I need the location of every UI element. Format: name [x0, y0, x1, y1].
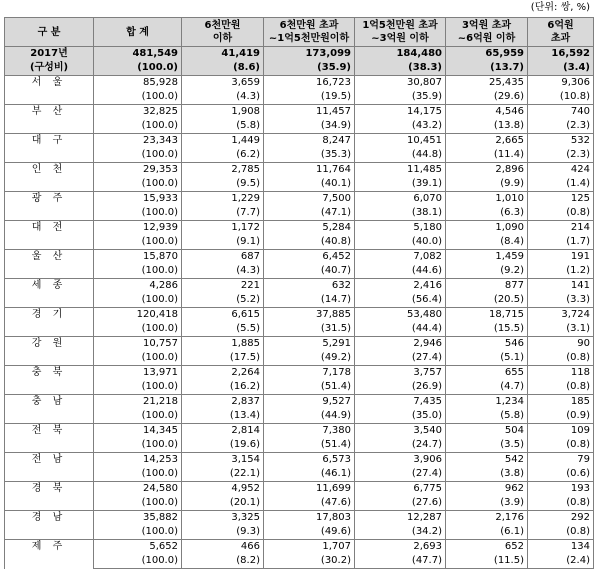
share-cell: (5.1)	[446, 351, 528, 366]
share-cell: (35.0)	[355, 409, 446, 424]
count-cell: 23,343	[94, 134, 182, 149]
count-cell: 2,665	[446, 134, 528, 149]
count-cell: 4,952	[182, 482, 264, 497]
share-cell: (100.0)	[94, 61, 182, 76]
share-cell: (27.4)	[355, 467, 446, 482]
share-cell: (100.0)	[94, 496, 182, 511]
region-name: 서 울	[5, 76, 94, 105]
table-row-share	[5, 293, 594, 308]
count-cell: 740	[528, 105, 594, 120]
region-name: 전 북	[5, 424, 94, 453]
share-cell: (16.2)	[182, 380, 264, 395]
table-row	[5, 424, 594, 439]
count-cell: 2,176	[446, 511, 528, 526]
region-name: 경 남	[5, 511, 94, 540]
share-cell: (49.6)	[264, 525, 355, 540]
share-cell: (24.7)	[355, 438, 446, 453]
share-cell: (47.6)	[264, 496, 355, 511]
share-cell: (9.9)	[446, 177, 528, 192]
share-cell: (7.7)	[182, 206, 264, 221]
count-cell: 6,573	[264, 453, 355, 468]
count-cell: 14,345	[94, 424, 182, 439]
share-cell: (20.5)	[446, 293, 528, 308]
header-150m-300m: 1억5천만원 초과 ~3억원 이하	[355, 18, 446, 47]
region-name: 충 남	[5, 395, 94, 424]
share-cell: (40.1)	[264, 177, 355, 192]
share-cell: (6.2)	[182, 148, 264, 163]
count-cell: 5,652	[94, 540, 182, 555]
share-cell: (3.1)	[528, 322, 594, 337]
count-cell: 2,814	[182, 424, 264, 439]
region-name: 제 주	[5, 540, 94, 569]
table-row-share	[5, 380, 594, 395]
count-cell: 4,286	[94, 279, 182, 294]
count-cell: 134	[528, 540, 594, 555]
count-cell: 6,615	[182, 308, 264, 323]
share-cell: (100.0)	[94, 525, 182, 540]
count-cell: 65,959	[446, 47, 528, 62]
count-cell: 3,659	[182, 76, 264, 91]
share-cell: (100.0)	[94, 467, 182, 482]
share-cell: (3.4)	[528, 61, 594, 76]
region-name: 경 북	[5, 482, 94, 511]
count-cell: 1,234	[446, 395, 528, 410]
share-cell: (39.1)	[355, 177, 446, 192]
share-cell: (14.7)	[264, 293, 355, 308]
table-row	[5, 482, 594, 497]
share-cell: (4.3)	[182, 90, 264, 105]
table-row	[5, 511, 594, 526]
count-cell: 14,253	[94, 453, 182, 468]
count-cell: 17,803	[264, 511, 355, 526]
table-row-share	[5, 554, 594, 569]
share-cell: (35.9)	[264, 61, 355, 76]
count-cell: 1,908	[182, 105, 264, 120]
share-cell: (4.3)	[182, 264, 264, 279]
region-name: 전 남	[5, 453, 94, 482]
count-cell: 118	[528, 366, 594, 381]
count-cell: 109	[528, 424, 594, 439]
count-cell: 481,549	[94, 47, 182, 62]
table-row-share	[5, 409, 594, 424]
table-row-share	[5, 119, 594, 134]
share-cell: (26.9)	[355, 380, 446, 395]
count-cell: 191	[528, 250, 594, 265]
share-cell: (40.8)	[264, 235, 355, 250]
count-cell: 11,485	[355, 163, 446, 178]
count-cell: 652	[446, 540, 528, 555]
table-row-share	[5, 322, 594, 337]
count-cell: 962	[446, 482, 528, 497]
share-cell: (10.8)	[528, 90, 594, 105]
share-cell: (100.0)	[94, 206, 182, 221]
share-cell: (44.4)	[355, 322, 446, 337]
share-cell: (44.6)	[355, 264, 446, 279]
share-cell: (11.4)	[446, 148, 528, 163]
count-cell: 655	[446, 366, 528, 381]
share-cell: (0.8)	[528, 206, 594, 221]
share-cell: (8.4)	[446, 235, 528, 250]
share-cell: (100.0)	[94, 554, 182, 569]
share-cell: (13.7)	[446, 61, 528, 76]
share-cell: (44.8)	[355, 148, 446, 163]
count-cell: 292	[528, 511, 594, 526]
share-cell: (100.0)	[94, 380, 182, 395]
share-cell: (100.0)	[94, 235, 182, 250]
count-cell: 632	[264, 279, 355, 294]
table-row	[5, 395, 594, 410]
share-cell: (31.5)	[264, 322, 355, 337]
share-cell: (51.4)	[264, 380, 355, 395]
share-cell: (5.2)	[182, 293, 264, 308]
table-row	[5, 221, 594, 236]
count-cell: 7,082	[355, 250, 446, 265]
count-cell: 2,837	[182, 395, 264, 410]
share-cell: (9.2)	[446, 264, 528, 279]
count-cell: 2,264	[182, 366, 264, 381]
table-row-share	[5, 148, 594, 163]
share-cell: (100.0)	[94, 409, 182, 424]
count-cell: 21,218	[94, 395, 182, 410]
share-cell: (56.4)	[355, 293, 446, 308]
share-cell: (1.7)	[528, 235, 594, 250]
share-cell: (100.0)	[94, 90, 182, 105]
share-cell: (4.7)	[446, 380, 528, 395]
share-cell: (27.4)	[355, 351, 446, 366]
count-cell: 12,287	[355, 511, 446, 526]
count-cell: 214	[528, 221, 594, 236]
table-row	[5, 163, 594, 178]
count-cell: 13,971	[94, 366, 182, 381]
count-cell: 25,435	[446, 76, 528, 91]
share-cell: (2.3)	[528, 148, 594, 163]
count-cell: 11,457	[264, 105, 355, 120]
share-cell: (3.9)	[446, 496, 528, 511]
share-cell: (2.3)	[528, 119, 594, 134]
share-cell: (49.2)	[264, 351, 355, 366]
count-cell: 7,380	[264, 424, 355, 439]
table-row-share	[5, 525, 594, 540]
count-cell: 3,540	[355, 424, 446, 439]
table-row-share	[5, 264, 594, 279]
share-cell: (1.2)	[528, 264, 594, 279]
share-cell: (100.0)	[94, 322, 182, 337]
share-cell: (100.0)	[94, 293, 182, 308]
header-under-60m: 6천만원 이하	[182, 18, 264, 47]
header-category: 구 분	[5, 18, 94, 47]
count-cell: 85,928	[94, 76, 182, 91]
count-cell: 29,353	[94, 163, 182, 178]
share-cell: (0.8)	[528, 351, 594, 366]
table-row	[5, 540, 594, 555]
table-row-share	[5, 61, 594, 76]
count-cell: 41,419	[182, 47, 264, 62]
housing-price-table	[4, 17, 594, 569]
count-cell: 542	[446, 453, 528, 468]
region-name: 인 천	[5, 163, 94, 192]
count-cell: 504	[446, 424, 528, 439]
count-cell: 30,807	[355, 76, 446, 91]
share-cell: (5.5)	[182, 322, 264, 337]
region-name: 부 산	[5, 105, 94, 134]
share-cell: (2.4)	[528, 554, 594, 569]
share-cell: (15.5)	[446, 322, 528, 337]
count-cell: 10,757	[94, 337, 182, 352]
count-cell: 546	[446, 337, 528, 352]
table-row	[5, 453, 594, 468]
header-60m-150m: 6천만원 초과 ~1억5천만원이하	[264, 18, 355, 47]
count-cell: 1,885	[182, 337, 264, 352]
share-cell: (17.5)	[182, 351, 264, 366]
share-cell: (9.1)	[182, 235, 264, 250]
share-cell: (19.6)	[182, 438, 264, 453]
table-header	[5, 18, 594, 47]
count-cell: 184,480	[355, 47, 446, 62]
count-cell: 141	[528, 279, 594, 294]
share-cell: (47.1)	[264, 206, 355, 221]
count-cell: 16,723	[264, 76, 355, 91]
count-cell: 5,180	[355, 221, 446, 236]
count-cell: 6,070	[355, 192, 446, 207]
share-cell: (30.2)	[264, 554, 355, 569]
share-cell: (3.8)	[446, 467, 528, 482]
region-name: 2017년	[5, 47, 94, 62]
share-cell: (1.4)	[528, 177, 594, 192]
count-cell: 2,896	[446, 163, 528, 178]
count-cell: 2,416	[355, 279, 446, 294]
count-cell: 125	[528, 192, 594, 207]
count-cell: 1,172	[182, 221, 264, 236]
table-row-share	[5, 206, 594, 221]
share-cell: (9.5)	[182, 177, 264, 192]
count-cell: 79	[528, 453, 594, 468]
count-cell: 15,870	[94, 250, 182, 265]
table-row	[5, 192, 594, 207]
count-cell: 5,284	[264, 221, 355, 236]
share-cell: (38.1)	[355, 206, 446, 221]
count-cell: 3,724	[528, 308, 594, 323]
table-row-share	[5, 351, 594, 366]
region-name-sub: (구성비)	[5, 61, 94, 76]
share-cell: (6.1)	[446, 525, 528, 540]
region-name: 울 산	[5, 250, 94, 279]
share-cell: (35.3)	[264, 148, 355, 163]
share-cell: (100.0)	[94, 177, 182, 192]
share-cell: (0.9)	[528, 409, 594, 424]
share-cell: (0.8)	[528, 438, 594, 453]
count-cell: 1,707	[264, 540, 355, 555]
count-cell: 4,546	[446, 105, 528, 120]
count-cell: 1,090	[446, 221, 528, 236]
count-cell: 1,449	[182, 134, 264, 149]
count-cell: 1,010	[446, 192, 528, 207]
count-cell: 2,785	[182, 163, 264, 178]
count-cell: 14,175	[355, 105, 446, 120]
count-cell: 90	[528, 337, 594, 352]
region-name: 강 원	[5, 337, 94, 366]
count-cell: 9,306	[528, 76, 594, 91]
header-300m-600m: 3억원 초과 ~6억원 이하	[446, 18, 528, 47]
share-cell: (100.0)	[94, 264, 182, 279]
count-cell: 5,291	[264, 337, 355, 352]
unit-label: (단위: 쌍, %)	[530, 2, 590, 13]
share-cell: (44.9)	[264, 409, 355, 424]
share-cell: (40.0)	[355, 235, 446, 250]
count-cell: 32,825	[94, 105, 182, 120]
count-cell: 7,435	[355, 395, 446, 410]
count-cell: 6,775	[355, 482, 446, 497]
count-cell: 877	[446, 279, 528, 294]
count-cell: 16,592	[528, 47, 594, 62]
table-row	[5, 134, 594, 149]
share-cell: (51.4)	[264, 438, 355, 453]
share-cell: (29.6)	[446, 90, 528, 105]
share-cell: (47.7)	[355, 554, 446, 569]
region-name: 세 종	[5, 279, 94, 308]
count-cell: 11,764	[264, 163, 355, 178]
table-row-share	[5, 235, 594, 250]
table-row	[5, 250, 594, 265]
share-cell: (9.3)	[182, 525, 264, 540]
count-cell: 6,452	[264, 250, 355, 265]
table-row	[5, 279, 594, 294]
share-cell: (8.6)	[182, 61, 264, 76]
count-cell: 120,418	[94, 308, 182, 323]
count-cell: 3,154	[182, 453, 264, 468]
share-cell: (19.5)	[264, 90, 355, 105]
region-name: 경 기	[5, 308, 94, 337]
share-cell: (100.0)	[94, 351, 182, 366]
count-cell: 53,480	[355, 308, 446, 323]
share-cell: (0.6)	[528, 467, 594, 482]
share-cell: (100.0)	[94, 119, 182, 134]
share-cell: (5.8)	[446, 409, 528, 424]
share-cell: (0.8)	[528, 525, 594, 540]
count-cell: 2,946	[355, 337, 446, 352]
share-cell: (3.5)	[446, 438, 528, 453]
table-row	[5, 366, 594, 381]
count-cell: 221	[182, 279, 264, 294]
count-cell: 24,580	[94, 482, 182, 497]
region-name: 광 주	[5, 192, 94, 221]
share-cell: (0.8)	[528, 380, 594, 395]
table-row-share	[5, 467, 594, 482]
table-row-share	[5, 90, 594, 105]
count-cell: 37,885	[264, 308, 355, 323]
count-cell: 3,906	[355, 453, 446, 468]
share-cell: (34.9)	[264, 119, 355, 134]
count-cell: 3,325	[182, 511, 264, 526]
count-cell: 15,933	[94, 192, 182, 207]
count-cell: 18,715	[446, 308, 528, 323]
count-cell: 532	[528, 134, 594, 149]
count-cell: 424	[528, 163, 594, 178]
count-cell: 8,247	[264, 134, 355, 149]
share-cell: (13.8)	[446, 119, 528, 134]
table-row-share	[5, 496, 594, 511]
header-total: 합 계	[94, 18, 182, 47]
table-row-share	[5, 177, 594, 192]
share-cell: (43.2)	[355, 119, 446, 134]
share-cell: (0.8)	[528, 496, 594, 511]
share-cell: (11.5)	[446, 554, 528, 569]
region-name: 대 전	[5, 221, 94, 250]
count-cell: 9,527	[264, 395, 355, 410]
count-cell: 1,459	[446, 250, 528, 265]
table-row	[5, 337, 594, 352]
share-cell: (22.1)	[182, 467, 264, 482]
region-name: 대 구	[5, 134, 94, 163]
share-cell: (35.9)	[355, 90, 446, 105]
count-cell: 7,500	[264, 192, 355, 207]
table-row	[5, 105, 594, 120]
count-cell: 687	[182, 250, 264, 265]
count-cell: 12,939	[94, 221, 182, 236]
count-cell: 7,178	[264, 366, 355, 381]
table-row-share	[5, 438, 594, 453]
table-row	[5, 308, 594, 323]
share-cell: (27.6)	[355, 496, 446, 511]
count-cell: 3,757	[355, 366, 446, 381]
count-cell: 35,882	[94, 511, 182, 526]
share-cell: (100.0)	[94, 438, 182, 453]
table-row	[5, 76, 594, 91]
share-cell: (46.1)	[264, 467, 355, 482]
region-name: 충 북	[5, 366, 94, 395]
count-cell: 1,229	[182, 192, 264, 207]
table-row	[5, 47, 594, 62]
count-cell: 466	[182, 540, 264, 555]
share-cell: (40.7)	[264, 264, 355, 279]
share-cell: (13.4)	[182, 409, 264, 424]
share-cell: (100.0)	[94, 148, 182, 163]
count-cell: 173,099	[264, 47, 355, 62]
share-cell: (5.8)	[182, 119, 264, 134]
share-cell: (34.2)	[355, 525, 446, 540]
share-cell: (38.3)	[355, 61, 446, 76]
count-cell: 185	[528, 395, 594, 410]
header-over-600m: 6억원 초과	[528, 18, 594, 47]
count-cell: 10,451	[355, 134, 446, 149]
table-body	[5, 47, 594, 569]
share-cell: (6.3)	[446, 206, 528, 221]
count-cell: 193	[528, 482, 594, 497]
count-cell: 2,693	[355, 540, 446, 555]
share-cell: (8.2)	[182, 554, 264, 569]
share-cell: (20.1)	[182, 496, 264, 511]
share-cell: (3.3)	[528, 293, 594, 308]
count-cell: 11,699	[264, 482, 355, 497]
